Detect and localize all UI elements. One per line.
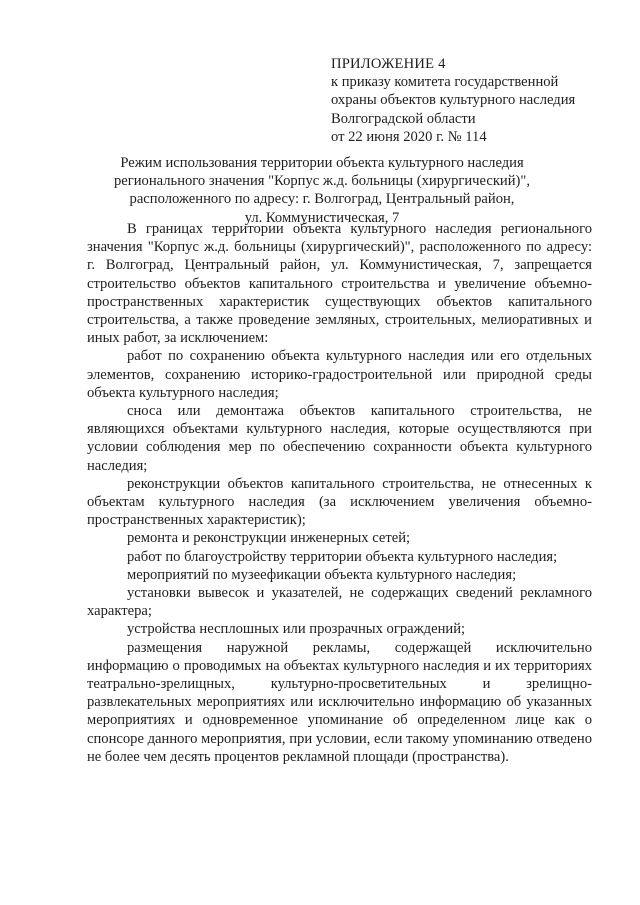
body-paragraph: реконструкции объектов капитального строительства, не отнесенных к объектам культурного наследия (за исключением увеличения объемно-пространственных характеристик); xyxy=(87,475,592,529)
body-paragraph: устройства несплошных или прозрачных ограждений; xyxy=(127,621,466,638)
title-line: расположенного по адресу: г. Волгоград, Центральный район, xyxy=(129,191,515,208)
title-line: ул. Коммунистическая, 7 xyxy=(244,209,400,226)
body-paragraph-intro: В границах территории объекта культурного наследия регионального значения "Корпус ж.д. больницы (хирургический)", расположенного по адресу: г. Волгоград, Центральный район, ул. Коммунистическая, 7, запрещается строительство объектов капитального строительства и увеличение объемно-пространственных характеристик существующих объектов капитального строительства, а также проведение земляных, строительных, мелиоративных и иных работ, за исключением: xyxy=(87,221,592,347)
annex-title: ПРИЛОЖЕНИЕ 4 xyxy=(331,56,446,72)
title-line: регионального значения "Корпус ж.д. больницы (хирургический)", xyxy=(113,173,531,190)
annex-line: Волгоградской области xyxy=(331,110,476,127)
annex-line: от 22 июня 2020 г. № 114 xyxy=(331,128,487,145)
document-body xyxy=(87,220,592,766)
document-title xyxy=(80,154,564,227)
body-paragraph: сноса или демонтажа объектов капитального строительства, не являющихся объектами культурного наследия, которые осуществляются при условии соблюдения мер по обеспечению сохранности объекта культурного наследия; xyxy=(87,403,592,474)
annex-line: охраны объектов культурного наследия xyxy=(331,92,576,109)
annex-line: к приказу комитета государственной xyxy=(331,74,559,91)
title-line: Режим использования территории объекта культурного наследия xyxy=(120,155,524,171)
annex-header xyxy=(331,55,611,146)
body-paragraph: работ по благоустройству территории объекта культурного наследия; xyxy=(127,548,558,565)
body-paragraph: мероприятий по музеефикации объекта культурного наследия; xyxy=(127,566,517,583)
body-paragraph: размещения наружной рекламы, содержащей исключительно информацию о проводимых на объектах культурного наследия и их территориях театрально-зрелищных, культурно-просветительных и зрелищно-развлекательных мероприятиях или исключительно информацию об указанных мероприятиях и одновременное упоминание об определенном лице как о спонсоре данного мероприятия, при условии, если такому упоминанию отведено не более чем десять процентов рекламной площади (пространства). xyxy=(87,639,592,765)
body-paragraph: установки вывесок и указателей, не содержащих сведений рекламного характера; xyxy=(87,585,592,620)
body-paragraph: работ по сохранению объекта культурного наследия или его отдельных элементов, сохранению историко-градостроительной или природной среды объекта культурного наследия; xyxy=(87,348,592,401)
body-paragraph: ремонта и реконструкции инженерных сетей; xyxy=(127,530,411,547)
